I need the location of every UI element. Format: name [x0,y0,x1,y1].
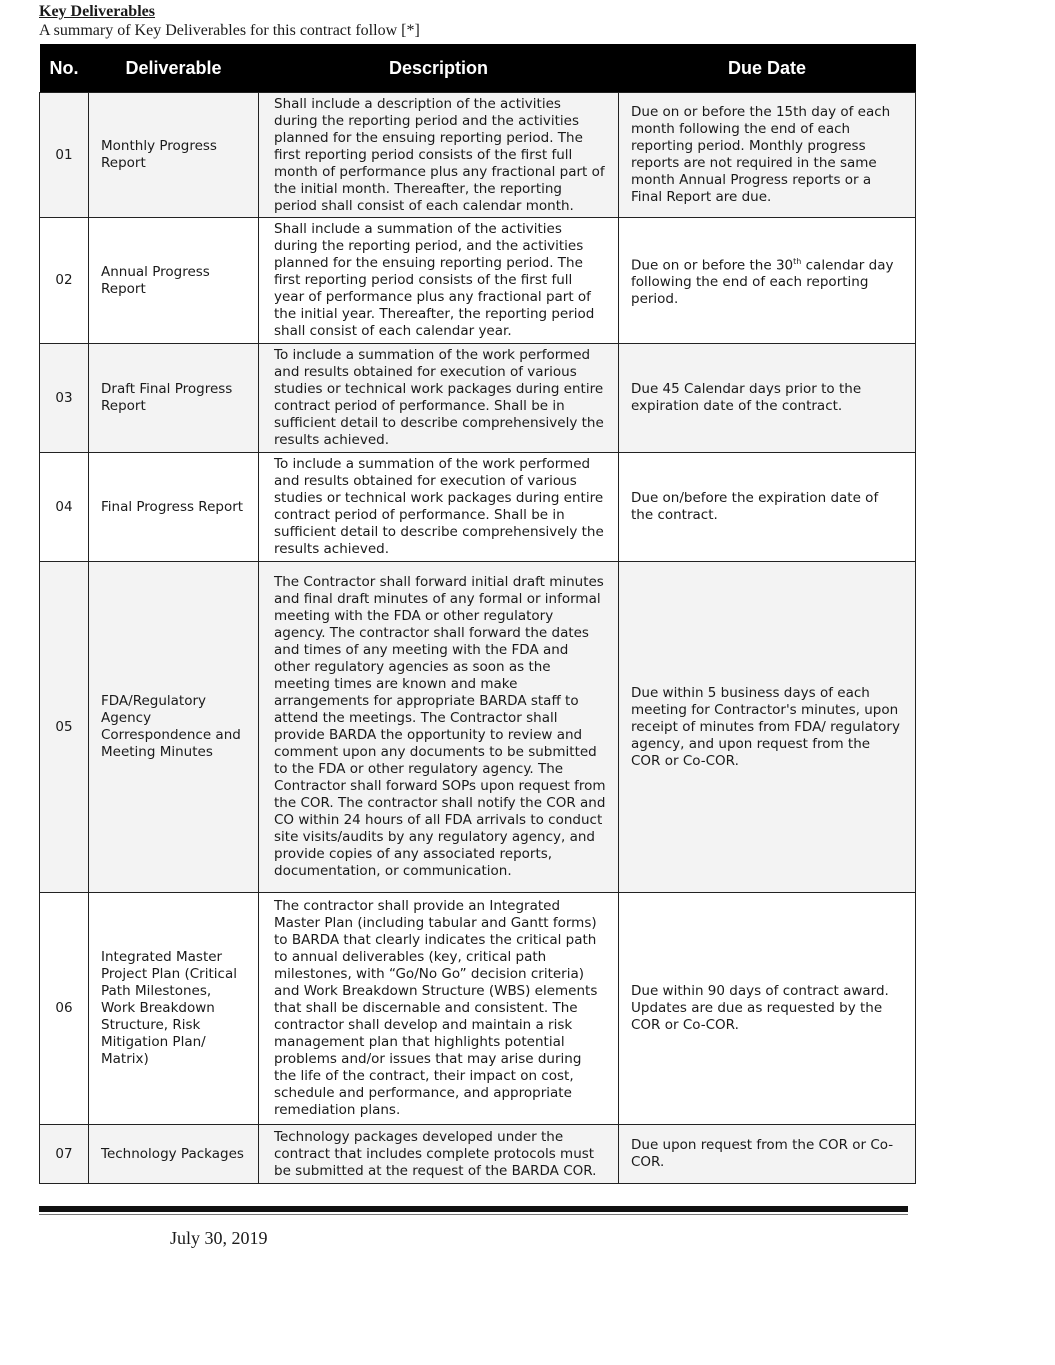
due-date-text: Due on or before the 30 [631,257,794,274]
row-due-date: Due within 5 business days of each meeting for Contractor's minutes, upon receipt of minutes from FDA/ regulatory agency, and upon request from the COR or Co-COR. [619,562,916,893]
header-description: Description [259,44,619,93]
row-number: 02 [40,218,89,344]
header-due-date: Due Date [619,44,916,93]
row-description: To include a summation of the work performed and results obtained for execution of various studies or technical work packages during entire contract period of performance. Shall be in sufficient detail to describe comprehensively the results achieved. [259,453,619,562]
due-date-text-rest: calendar day following the end of each reporting period. [631,257,894,308]
table-row [40,218,916,344]
row-description: Shall include a summation of the activities during the reporting period, and the activities planned for the ensuing reporting period. The first reporting period consists of the first full year of performance plus any fractional part of the initial year. Thereafter, the reporting period shall consist of each calendar year. [259,218,619,344]
row-due-date [619,218,916,344]
row-deliverable: Monthly Progress Report [89,93,259,218]
table-row [40,893,916,1125]
row-deliverable: Integrated Master Project Plan (Critical Path Milestones, Work Breakdown Structure, Risk Mitigation Plan/ Matrix) [89,893,259,1125]
table-row [40,1125,916,1184]
row-number: 06 [40,893,89,1125]
section-title: Key Deliverables [39,3,155,20]
row-number: 03 [40,344,89,453]
row-deliverable: Technology Packages [89,1125,259,1184]
row-description: The Contractor shall forward initial draft minutes and final draft minutes of any formal or informal meeting with the FDA or other regulatory agency. The contractor shall forward the dates and times of any meeting with the FDA and other regulatory agencies as soon as the meeting times are known and make arrangements for appropriate BARDA staff to attend the meetings. The Contractor shall provide BARDA the opportunity to review and comment upon any documents to be submitted to the FDA or other regulatory agency. The Contractor shall forward SOPs upon request from the COR. The contractor shall notify the COR and CO within 24 hours of all FDA arrivals to conduct site visits/audits by any regulatory agency, and provide copies of any associated reports, documentation, or communication. [259,562,619,893]
row-due-date: Due within 90 days of contract award. Updates are due as requested by the COR or Co-COR. [619,893,916,1125]
row-number: 05 [40,562,89,893]
table-header-row [40,44,916,93]
row-deliverable: Final Progress Report [89,453,259,562]
row-description: To include a summation of the work performed and results obtained for execution of various studies or technical work packages during entire contract period of performance. Shall be in sufficient detail to describe comprehensively the results achieved. [259,344,619,453]
section-summary: A summary of Key Deliverables for this contract follow [*] [39,22,420,39]
row-due-date: Due on or before the 15th day of each month following the end of each reporting period. Monthly progress reports are not required in the same month Annual Progress reports or a Final Report are due. [619,93,916,218]
row-due-date: Due 45 Calendar days prior to the expiration date of the contract. [619,344,916,453]
row-deliverable: FDA/Regulatory Agency Correspondence and Meeting Minutes [89,562,259,893]
row-due-date: Due upon request from the COR or Co-COR. [619,1125,916,1184]
row-deliverable: Draft Final Progress Report [89,344,259,453]
row-description: The contractor shall provide an Integrated Master Plan (including tabular and Gantt forms) to BARDA that clearly indicates the critical path to annual deliverables (key, critical path milestones, with “Go/No Go” decision criteria) and Work Breakdown Structure (WBS) elements that shall be discernable and consistent. The contractor shall develop and maintain a risk management plan that highlights potential problems and/or issues that may arise during the life of the contract, their impact on cost, schedule and performance, and appropriate remediation plans. [259,893,619,1125]
row-description: Shall include a description of the activities during the reporting period and the activities planned for the ensuing reporting period. The first reporting period consists of the first full month of performance plus any fractional part of the initial month. Thereafter, the reporting period shall consist of each calendar month. [259,93,619,218]
header-deliverable: Deliverable [89,44,259,93]
row-number: 01 [40,93,89,218]
row-number: 07 [40,1125,89,1184]
table-row [40,93,916,218]
row-number: 04 [40,453,89,562]
row-description: Technology packages developed under the contract that includes complete protocols must be submitted at the request of the BARDA COR. [259,1125,619,1184]
table-row [40,453,916,562]
footer-date: July 30, 2019 [170,1228,268,1248]
deliverables-table [39,44,916,1184]
header-no: No. [40,44,89,93]
row-deliverable: Annual Progress Report [89,218,259,344]
table-row [40,344,916,453]
footer-rule [39,1206,908,1212]
table-row [40,562,916,893]
row-due-date: Due on/before the expiration date of the contract. [619,453,916,562]
due-date-ordinal: th [793,256,802,266]
footer-rule-thin [39,1214,908,1215]
